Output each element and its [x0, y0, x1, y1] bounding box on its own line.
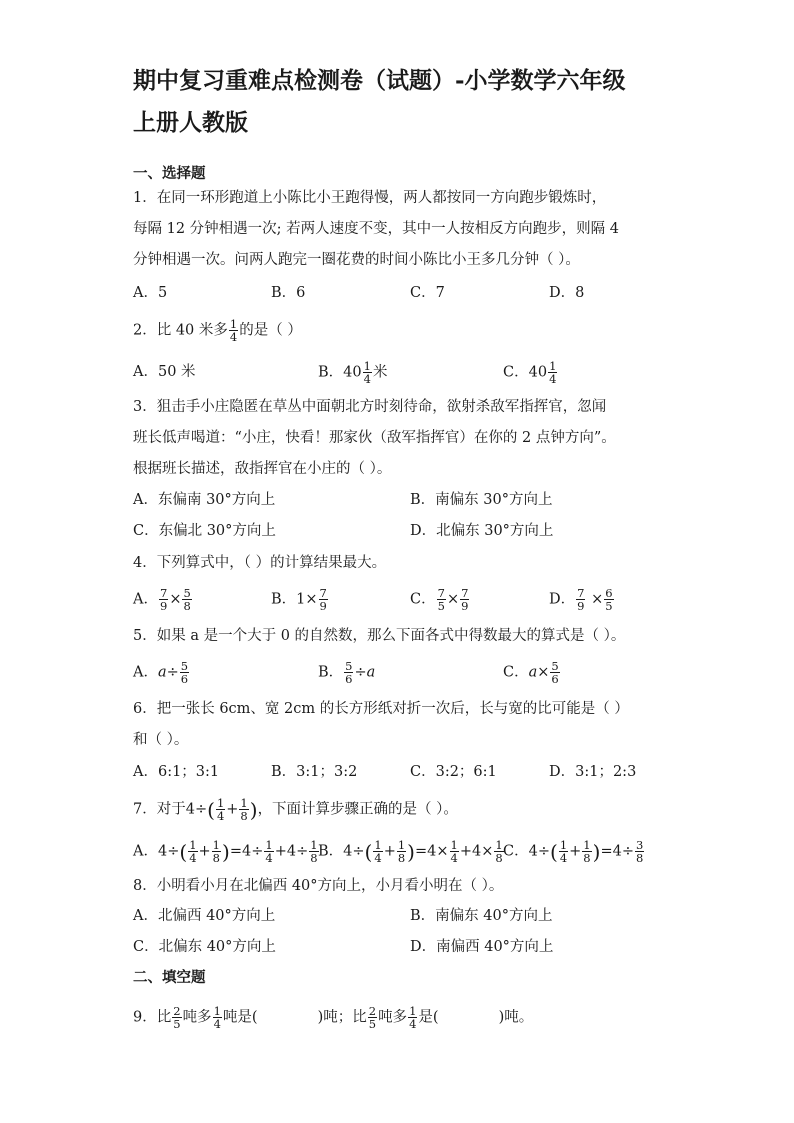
question-1-line2: 每隔 12 分钟相遇一次; 若两人速度不变，其中一人按相反方向跑步，则隔 4 [133, 221, 619, 237]
question-4-option-b: B．1× $\frac{7}{9}$ [271, 586, 327, 613]
question-7-option-c: C．4÷( $\frac{1}{4}$ + $\frac{1}{8}$ )=4÷ $\frac{3}{8}$ [503, 838, 644, 865]
question-7-option-b: B．4÷( $\frac{1}{4}$ + $\frac{1}{8}$ )=4× $\frac{1}{4}$ +4× $\frac{1}{8}$ [318, 838, 503, 865]
question-2-option-c: C．40 $\frac{1}{4}$ [503, 359, 557, 386]
question-6-line2: 和（ ）。 [133, 732, 189, 748]
question-4-option-d: D． $\frac{7}{9}$ × $\frac{6}{5}$ [549, 586, 613, 613]
question-2-stem-pre: 2．比 40 米多 [133, 322, 228, 339]
question-1-line3: 分钟相遇一次。问两人跑完一圈花费的时间小陈比小王多几分钟（ ）。 [133, 252, 580, 268]
section-heading-fill: 二、填空题 [133, 969, 206, 986]
question-3-line2: 班长低声喝道：“小庄，快看！那家伙（敌军指挥官）在你的 2 点钟方向”。 [133, 430, 616, 446]
question-6-line1: 6．把一张长 6cm、宽 2cm 的长方形纸对折一次后，长与宽的比可能是（ ） [133, 701, 629, 717]
question-3-line1: 3．狙击手小庄隐匿在草丛中面朝北方时刻待命，欲射杀敌军指挥官，忽闻 [133, 399, 607, 415]
question-4-option-c: C． $\frac{7}{5}$ × $\frac{7}{9}$ [410, 586, 469, 613]
question-3-option-b: B．南偏东 30°方向上 [410, 492, 553, 508]
question-9-stem: 9．比 $\frac{2}{5}$ 吨多 $\frac{1}{4}$ 吨是( )吨；比 $\frac{2}{5}$ 吨多 $\frac{1}{4}$ 是( )吨。 [133, 1004, 534, 1031]
question-1-line1: 1．在同一环形跑道上小陈比小王跑得慢，两人都按同一方向跑步锻炼时， [133, 190, 607, 206]
question-1-option-c: C．7 [410, 285, 445, 301]
question-8-option-b: B．南偏东 40°方向上 [410, 908, 553, 924]
question-8-option-d: D．南偏西 40°方向上 [410, 939, 554, 955]
question-3-option-a: A．东偏南 30°方向上 [133, 492, 276, 508]
question-2-option-a: A．50 米 [133, 364, 196, 380]
question-2-stem [133, 318, 302, 343]
question-8-stem: 8．小明看小月在北偏西 40°方向上，小月看小明在（ ）。 [133, 878, 504, 894]
question-4-option-a: A． $\frac{7}{9}$ × $\frac{5}{8}$ [133, 586, 191, 613]
question-1-option-d: D．8 [549, 285, 585, 301]
question-6-option-d: D．3:1；2:3 [549, 764, 637, 780]
question-6-option-b: B．3:1；3:2 [271, 764, 358, 780]
question-5-stem: 5．如果 a 是一个大于 0 的自然数，那么下面各式中得数最大的算式是（ ）。 [133, 628, 626, 644]
question-3-option-d: D．北偏东 30°方向上 [410, 523, 554, 539]
fraction-one-quarter: $\frac{1}{4}$ [229, 317, 238, 344]
question-1-option-a: A．5 [133, 285, 168, 301]
question-8-option-a: A．北偏西 40°方向上 [133, 908, 276, 924]
question-7-option-a: A．4÷( $\frac{1}{4}$ + $\frac{1}{8}$ )=4÷ $\frac{1}{4}$ +4÷ $\frac{1}{8}$ [133, 838, 318, 865]
question-3-line3: 根据班长描述，敌指挥官在小庄的（ ）。 [133, 461, 392, 477]
question-5-option-a: A．a÷ $\frac{5}{6}$ [133, 659, 189, 686]
question-1-option-b: B．6 [271, 285, 306, 301]
question-4-stem: 4．下列算式中，（ ）的计算结果最大。 [133, 555, 387, 571]
section-heading-choice: 一、选择题 [133, 165, 206, 182]
question-7-stem: 7．对于4÷( $\frac{1}{4}$ + $\frac{1}{8}$ )，下面计算步骤正确的是（ ）。 [133, 796, 458, 823]
question-6-option-c: C．3:2；6:1 [410, 764, 497, 780]
question-6-option-a: A．6:1；3:1 [133, 764, 220, 780]
question-2-stem-post: 的是（ ） [239, 322, 302, 339]
question-8-option-c: C．北偏东 40°方向上 [133, 939, 276, 955]
question-2-option-b: B．40 $\frac{1}{4}$ 米 [318, 359, 388, 386]
page-title-line1: 期中复习重难点检测卷（试题）-小学数学六年级 [133, 67, 626, 94]
question-3-option-c: C．东偏北 30°方向上 [133, 523, 276, 539]
question-5-option-b: B． $\frac{5}{6}$ ÷a [318, 659, 376, 686]
question-5-option-c: C．a× $\frac{5}{6}$ [503, 659, 559, 686]
page-title-line2: 上册人教版 [133, 109, 248, 136]
